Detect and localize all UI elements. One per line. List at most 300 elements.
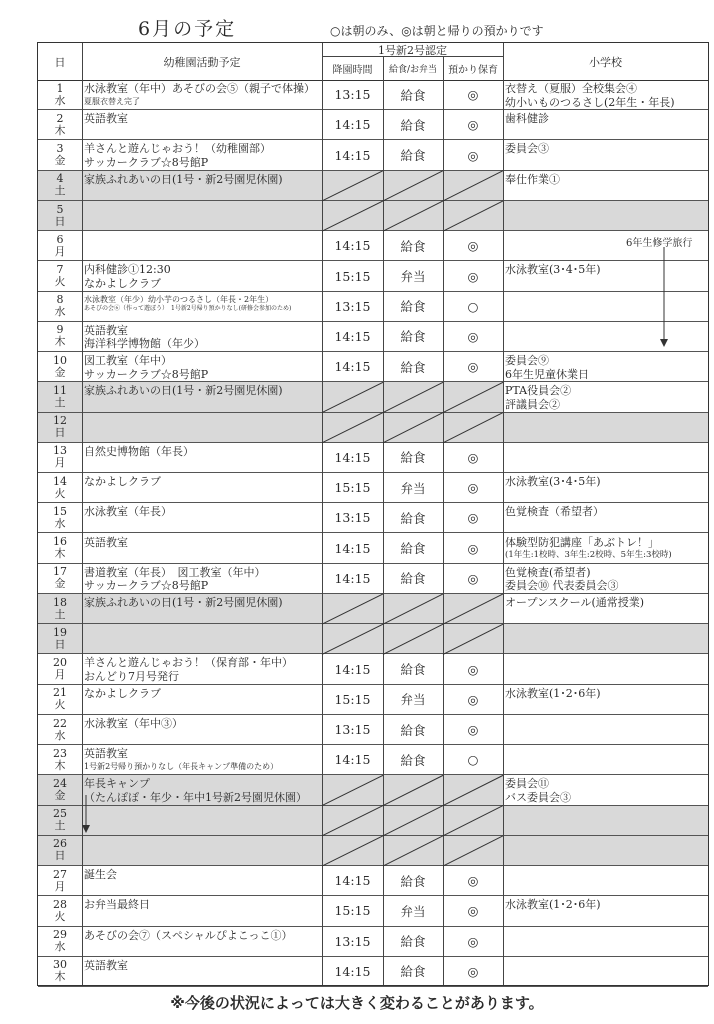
weekday: 土 (54, 184, 66, 198)
care-mark: ◎ (467, 722, 479, 737)
kinder-activity (84, 656, 320, 683)
kinder-activity (84, 929, 320, 943)
care-mark (443, 836, 503, 865)
pickup-time: 15:15 (334, 268, 371, 284)
day-cell (38, 715, 82, 744)
pickup-time: 14:15 (334, 359, 371, 375)
school-line: 水泳教室(1･2･6年) (505, 898, 601, 912)
kinder-activity (84, 747, 320, 772)
day-number: 18 (53, 595, 67, 609)
day-number: 2 (56, 111, 64, 125)
day-number: 15 (53, 504, 67, 518)
lunch-type: 弁当 (400, 903, 426, 919)
pickup-time: 14:15 (334, 449, 371, 465)
school-event (505, 475, 708, 489)
kinder-line: 書道教室（年長） 図工教室（年中） (84, 565, 266, 579)
school-event (505, 173, 708, 187)
kinder-line: 水泳教室（年中③） (84, 716, 183, 730)
care-mark: ◎ (467, 510, 479, 526)
school-event (505, 112, 708, 126)
kinder-line: 図工教室（年中） (84, 354, 172, 368)
lunch-type: 給食 (400, 87, 426, 103)
kinder-line: 英語教室 (84, 958, 128, 972)
day-number: 6 (56, 232, 64, 246)
kinder-line: 羊さんと遊んじゃおう！（幼稚園部） (84, 142, 271, 156)
pickup-time (322, 171, 383, 200)
day-cell (38, 231, 82, 260)
table-row (38, 503, 708, 533)
lunch-type: 給食 (400, 934, 426, 950)
day-number: 13 (53, 444, 67, 458)
day-number: 26 (53, 837, 67, 851)
day-number: 28 (53, 897, 67, 911)
care-mark: ◎ (467, 933, 479, 949)
care-mark (443, 594, 503, 623)
care-mark: ◎ (467, 691, 479, 707)
schedule-table (37, 42, 709, 986)
kinder-activity (84, 777, 320, 804)
table-row (38, 534, 708, 564)
day-number: 24 (53, 776, 67, 790)
pickup-time: 14:15 (334, 328, 371, 344)
day-cell (38, 140, 82, 169)
day-cell (38, 745, 82, 774)
care-mark: ◎ (467, 87, 479, 103)
table-header (38, 43, 708, 81)
pickup-time (322, 201, 383, 230)
table-row (38, 564, 708, 594)
school-line: 委員会⑨ (505, 354, 549, 368)
kinder-activity (84, 142, 320, 169)
day-cell (38, 261, 82, 290)
table-row (38, 231, 708, 261)
day-number: 23 (53, 746, 67, 760)
day-number: 14 (53, 474, 67, 488)
day-cell (38, 534, 82, 563)
table-row (38, 685, 708, 715)
lunch-type (383, 624, 443, 653)
lunch-type: 給食 (400, 238, 426, 254)
weekday: 火 (54, 909, 66, 923)
col-divider (443, 57, 444, 985)
school-line: 色覚検査（希望者） (505, 505, 604, 519)
weekday: 金 (54, 577, 66, 591)
day-number: 20 (53, 656, 67, 670)
pickup-time: 13:15 (334, 722, 371, 737)
kinder-activity (84, 173, 320, 187)
kinder-line: 海洋科学博物館（年少） (84, 337, 205, 351)
school-line: 委員会③ (505, 142, 549, 156)
day-cell (38, 624, 82, 653)
weekday: 土 (54, 607, 66, 621)
kinder-activity (84, 717, 320, 731)
kinder-activity (84, 294, 320, 313)
school-line: 歯科健診 (505, 112, 549, 126)
weekday: 日 (54, 214, 66, 228)
lunch-type: 給食 (400, 510, 426, 526)
kinder-line: 家族ふれあいの日(1号・新2号園児休園) (84, 384, 283, 398)
weekday: 火 (54, 698, 66, 712)
pickup-time: 13:15 (334, 510, 371, 526)
kinder-activity (84, 566, 320, 593)
kinder-line: お弁当最終日 (84, 898, 150, 912)
weekday: 金 (54, 154, 66, 168)
table-row (38, 654, 708, 684)
school-line: 幼小いものつるさし(2年生・年長) (505, 95, 675, 109)
weekday: 木 (54, 758, 66, 772)
pickup-time: 13:15 (334, 298, 371, 314)
kinder-line: なかよしクラブ (84, 686, 161, 700)
header-care: 預かり保育 (448, 65, 498, 76)
col-divider (503, 43, 504, 985)
day-cell (38, 957, 82, 986)
care-mark: ○ (467, 298, 479, 314)
day-cell (38, 503, 82, 532)
lunch-type (383, 382, 443, 411)
school-line: 水泳教室(3･4･5年) (505, 263, 601, 277)
table-row (38, 292, 708, 322)
lunch-type: 給食 (400, 964, 426, 980)
school-event (505, 536, 708, 563)
kinder-line: 英語教室 (84, 323, 128, 337)
kinder-line: 内科健診①12:30 (84, 263, 171, 277)
school-line: 奉仕作業① (505, 172, 560, 186)
kinder-line: 夏服衣替え完了 (84, 96, 140, 106)
care-mark (443, 624, 503, 653)
day-number: 8 (56, 293, 64, 307)
day-cell (38, 110, 82, 139)
day-number: 4 (56, 172, 64, 186)
kinder-activity (84, 324, 320, 351)
weekday: 月 (54, 879, 66, 893)
kinder-line: 年長キャンプ (84, 777, 150, 791)
kinder-activity (84, 82, 320, 107)
school-event (505, 505, 708, 519)
lunch-type (383, 201, 443, 230)
lunch-type: 給食 (400, 752, 426, 768)
kinder-line: おんどり7月号発行 (84, 669, 179, 683)
day-cell (38, 473, 82, 502)
header-day: 日 (54, 55, 66, 69)
school-event (505, 263, 708, 277)
weekday: 木 (54, 547, 66, 561)
weekday: 日 (54, 637, 66, 651)
day-number: 19 (53, 625, 67, 639)
table-row (38, 473, 708, 503)
school-line: 水泳教室(1･2･6年) (505, 686, 601, 700)
kinder-line: なかよしクラブ (84, 276, 161, 290)
kinder-line: あそびの会⑥（作って遊ぼう） 1号新2号帰り預かりなし(研修会参加のため) (84, 304, 292, 312)
lunch-type: 弁当 (400, 692, 426, 708)
weekday: 日 (54, 426, 66, 440)
kinder-line: 自然史博物館（年長） (84, 444, 194, 458)
kinder-activity (84, 354, 320, 381)
kinder-line: 1号新2号帰り預かりなし（年長キャンプ準備のため） (84, 761, 279, 771)
day-cell (38, 685, 82, 714)
table-row (38, 352, 708, 382)
pickup-time (322, 382, 383, 411)
table-row (38, 110, 708, 140)
kinder-line: 水泳教室（年中）あそびの会⑤（親子で体操） (84, 82, 315, 95)
kinder-line: なかよしクラブ (84, 475, 161, 489)
school-line: 評議員会② (505, 397, 560, 411)
kinder-line: 誕生会 (84, 868, 117, 882)
kinder-line: 羊さんと遊んじゃおう！（保育部・年中） (84, 656, 293, 670)
day-cell (38, 322, 82, 351)
kinder-line: 家族ふれあいの日(1号・新2号園児休園) (84, 595, 283, 609)
day-number: 25 (53, 807, 67, 821)
lunch-type: 給食 (400, 722, 426, 738)
weekday: 土 (54, 395, 66, 409)
day-number: 11 (53, 383, 67, 397)
care-mark: ◎ (467, 238, 479, 254)
school-event (505, 777, 708, 804)
lunch-type (383, 594, 443, 623)
day-cell (38, 594, 82, 623)
care-mark: ◎ (467, 661, 479, 677)
care-mark (443, 201, 503, 230)
weekday: 木 (54, 335, 66, 349)
care-mark (443, 413, 503, 442)
page-title: 6月の予定 (138, 18, 237, 40)
school-line: (1年生:1校時、3年生:2校時、5年生:3校時) (505, 550, 672, 560)
day-number: 1 (56, 81, 64, 95)
pickup-time: 14:15 (334, 570, 371, 586)
lunch-type: 給食 (400, 299, 426, 315)
day-number: 27 (53, 867, 67, 881)
page-header (0, 0, 714, 42)
lunch-type: 給食 (400, 541, 426, 557)
day-number: 9 (56, 323, 64, 337)
care-mark (443, 806, 503, 835)
school-line: 委員会⑩ 代表委員会③ (505, 579, 619, 593)
pickup-time (322, 836, 383, 865)
day-cell (38, 80, 82, 109)
table-row (38, 413, 708, 443)
table-row (38, 957, 708, 987)
day-number: 17 (53, 565, 67, 579)
lunch-type: 給食 (400, 329, 426, 345)
day-cell (38, 836, 82, 865)
weekday: 金 (54, 365, 66, 379)
pickup-time (322, 594, 383, 623)
weekday: 火 (54, 486, 66, 500)
table-row (38, 261, 708, 291)
kinder-activity (84, 596, 320, 610)
kinder-activity (84, 445, 320, 459)
care-mark: ◎ (467, 449, 479, 465)
day-cell (38, 443, 82, 472)
school-line: 委員会⑪ (505, 777, 549, 791)
table-row (38, 594, 708, 624)
pickup-time: 14:15 (334, 963, 371, 979)
table-row (38, 927, 708, 957)
day-number: 12 (53, 414, 67, 428)
care-mark: ◎ (467, 903, 479, 919)
lunch-type: 弁当 (400, 269, 426, 284)
weekday: 木 (54, 970, 66, 984)
table-row (38, 806, 708, 836)
weekday: 水 (54, 516, 66, 530)
school-event (505, 596, 708, 610)
lunch-type: 給食 (400, 662, 426, 678)
kinder-activity (84, 959, 320, 973)
kinder-line: サッカークラブ☆8号館P (84, 155, 209, 169)
col-divider (82, 43, 83, 985)
lunch-type (383, 413, 443, 442)
kinder-line: （たんぽぽ・年少・年中1号新2号園児休園） (84, 790, 307, 804)
care-mark: ◎ (467, 359, 479, 375)
day-cell (38, 654, 82, 683)
pickup-time: 14:15 (334, 752, 371, 768)
day-number: 21 (53, 686, 67, 700)
care-mark (443, 775, 503, 804)
school-event (505, 687, 708, 701)
lunch-type: 給食 (400, 148, 426, 164)
lunch-type (383, 775, 443, 804)
lunch-type: 弁当 (400, 480, 426, 496)
care-mark: ◎ (467, 873, 479, 889)
lunch-type: 給食 (400, 873, 426, 889)
pickup-time: 15:15 (334, 691, 371, 707)
kinder-line: 水泳教室（年少）幼小芋のつるさし（年長・2年生） (84, 294, 274, 304)
pickup-time: 14:15 (334, 540, 371, 556)
lunch-type (383, 171, 443, 200)
care-mark: ◎ (467, 147, 479, 163)
school-line: 6年生児童休業日 (505, 367, 589, 381)
school-line: 色覚検査(希望者) (505, 565, 591, 579)
col-divider (383, 57, 384, 985)
school-event (505, 354, 708, 381)
kinder-line: 英語教室 (84, 112, 128, 126)
legend-note: ○は朝のみ、◎は朝と帰りの預かりです (330, 24, 544, 38)
day-number: 7 (56, 263, 64, 276)
kinder-line: サッカークラブ☆8号館P (84, 579, 209, 593)
care-mark: ◎ (467, 268, 479, 284)
weekday: 水 (54, 940, 66, 954)
lunch-type: 給食 (400, 359, 426, 375)
school-event (505, 384, 708, 411)
pickup-time: 14:15 (334, 238, 371, 254)
care-mark (443, 171, 503, 200)
weekday: 水 (54, 728, 66, 742)
day-cell (38, 896, 82, 925)
lunch-type (383, 806, 443, 835)
side-note: 6年生修学旅行 (626, 238, 693, 249)
weekday: 金 (54, 788, 66, 802)
day-cell (38, 171, 82, 200)
kinder-activity (84, 112, 320, 126)
table-row (38, 382, 708, 412)
kinder-activity (84, 475, 320, 489)
table-row (38, 715, 708, 745)
school-line: オープンスクール(通常授業) (505, 595, 645, 609)
pickup-time: 13:15 (334, 933, 371, 949)
day-cell (38, 352, 82, 381)
table-row (38, 745, 708, 775)
table-row (38, 140, 708, 170)
pickup-time: 15:15 (334, 480, 371, 496)
table-row (38, 836, 708, 866)
kinder-activity (84, 505, 320, 519)
lunch-type (383, 836, 443, 865)
header-kinder: 幼稚園活動予定 (163, 55, 241, 69)
school-event (505, 566, 708, 593)
day-cell (38, 806, 82, 835)
care-mark: ◎ (467, 117, 479, 133)
care-mark: ◎ (467, 480, 479, 496)
kinder-line: あそびの会⑦（スペシャルぴよこっこ①） (84, 928, 293, 942)
day-number: 29 (53, 928, 67, 942)
weekday: 月 (54, 668, 66, 682)
day-cell (38, 201, 82, 230)
kinder-line: 水泳教室（年長） (84, 505, 172, 519)
kinder-line: 家族ふれあいの日(1号・新2号園児休園) (84, 172, 283, 186)
lunch-type: 給食 (400, 117, 426, 133)
lunch-type: 給食 (400, 450, 426, 466)
pickup-time (322, 775, 383, 804)
day-cell (38, 564, 82, 593)
care-mark: ○ (467, 752, 479, 768)
kinder-activity (84, 536, 320, 550)
school-event (505, 142, 708, 156)
header-school: 小学校 (589, 55, 622, 69)
weekday: 土 (54, 819, 66, 833)
pickup-time: 14:15 (334, 661, 371, 677)
kinder-line: サッカークラブ☆8号館P (84, 367, 209, 381)
table-row (38, 201, 708, 231)
weekday: 月 (54, 244, 66, 258)
day-number: 16 (53, 535, 67, 549)
table-row (38, 443, 708, 473)
day-number: 5 (56, 202, 64, 216)
school-event (505, 898, 708, 912)
header-pickup: 降園時間 (332, 65, 373, 76)
kinder-activity (84, 898, 320, 912)
care-mark: ◎ (467, 963, 479, 979)
kinder-activity (84, 263, 320, 290)
pickup-time: 14:15 (334, 117, 371, 133)
table-row (38, 624, 708, 654)
weekday: 水 (54, 305, 66, 319)
weekday: 木 (54, 123, 66, 137)
school-line: 水泳教室(3･4･5年) (505, 475, 601, 489)
table-row (38, 896, 708, 926)
table-row (38, 80, 708, 110)
care-mark: ◎ (467, 570, 479, 586)
school-event (505, 82, 708, 109)
school-line: 衣替え（夏服）全校集会④ (505, 82, 637, 95)
weekday: 月 (54, 456, 66, 470)
weekday: 火 (54, 275, 66, 288)
weekday: 水 (54, 93, 66, 107)
day-cell (38, 382, 82, 411)
pickup-time (322, 624, 383, 653)
lunch-type: 給食 (400, 571, 426, 587)
footer-note: ※今後の状況によっては大きく変わることがあります。 (170, 994, 544, 1012)
day-cell (38, 866, 82, 895)
kinder-activity (84, 868, 320, 882)
table-row (38, 322, 708, 352)
kinder-line: 英語教室 (84, 535, 128, 549)
school-line: バス委員会③ (505, 790, 571, 804)
table-row (38, 775, 708, 805)
day-cell (38, 927, 82, 956)
weekday: 日 (54, 849, 66, 863)
day-cell (38, 292, 82, 321)
header-group: 1号新2号認定 (322, 43, 503, 57)
care-mark: ◎ (467, 328, 479, 344)
